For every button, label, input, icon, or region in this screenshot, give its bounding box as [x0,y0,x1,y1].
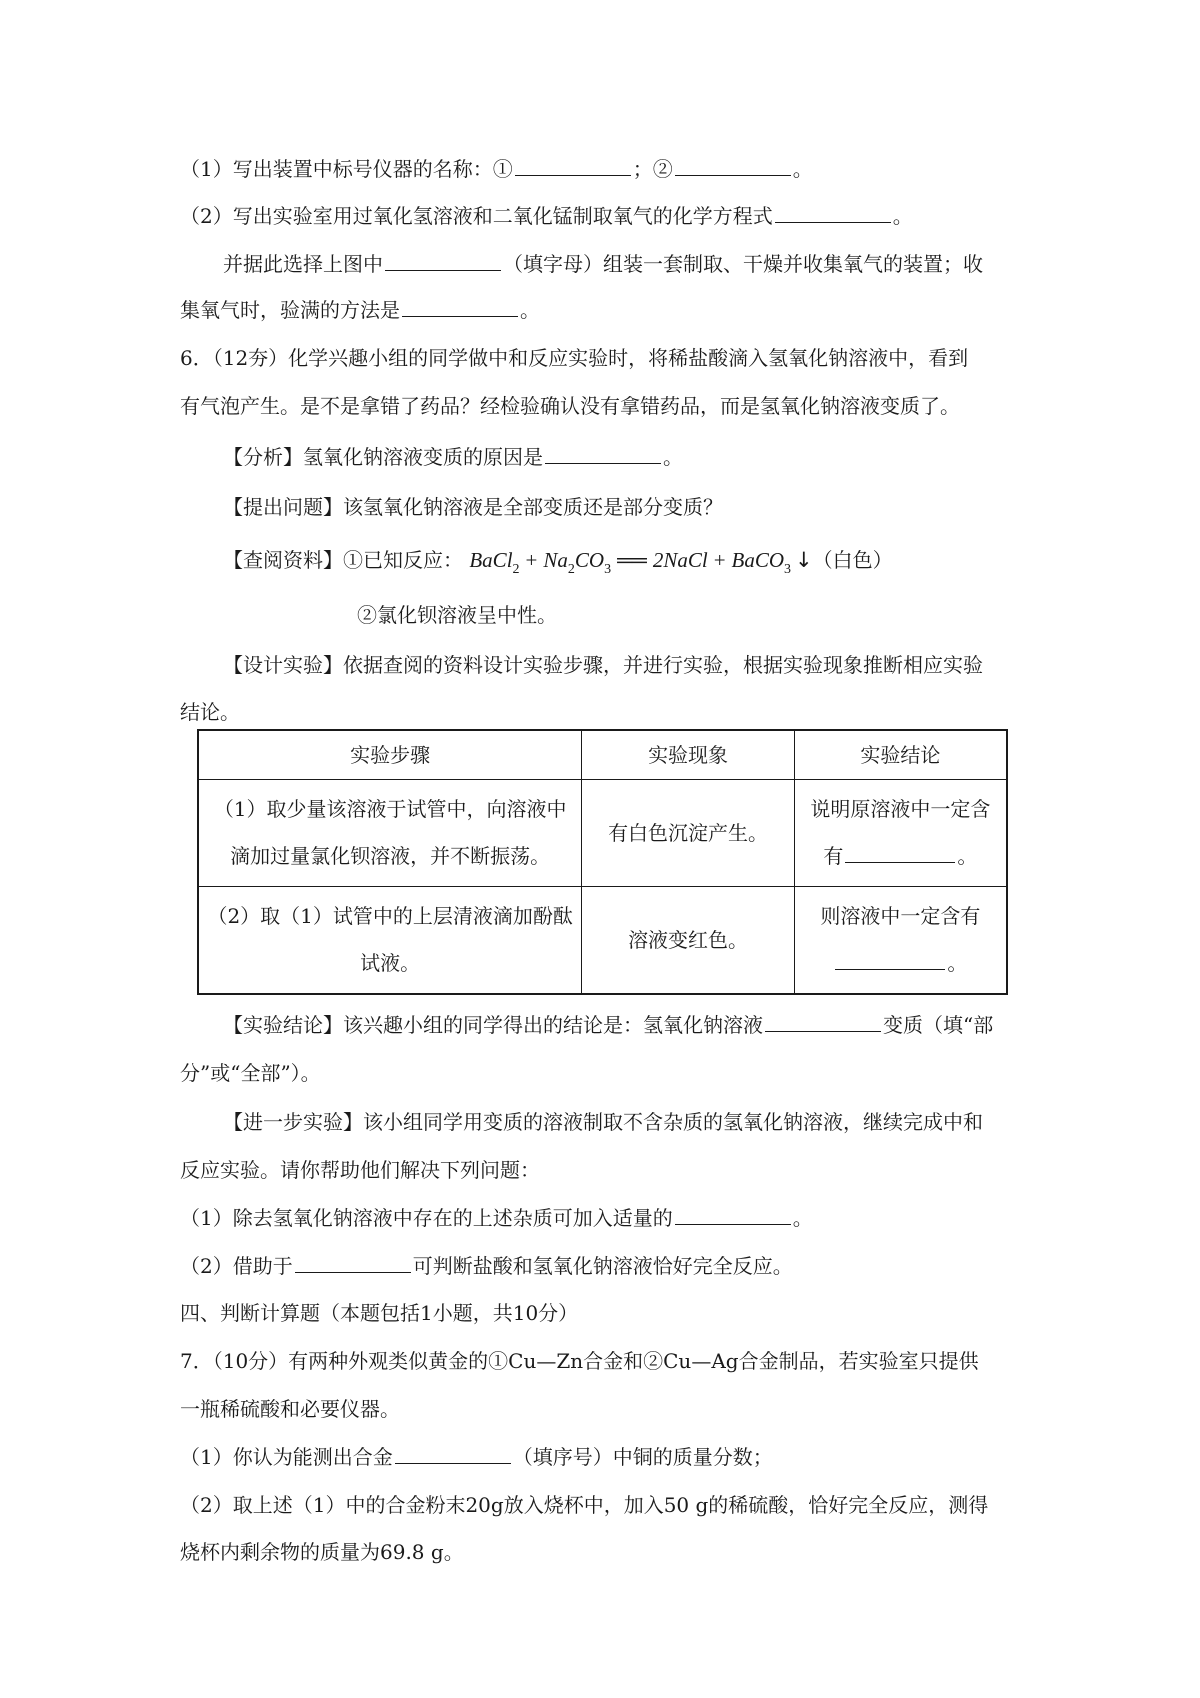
q5-check-line [180,296,540,324]
answer-blank-conclusion[interactable] [765,1011,881,1032]
q6-conclusion-line [223,1011,993,1039]
q6-further-q2-suffix: 可判断盐酸和氢氧化钠溶液恰好完全反应。 [412,1254,793,1278]
step-text: （2）取（1）试管中的上层清液滴加酚酞 [207,904,573,928]
table-cell-conclusion [794,887,1007,995]
step-text: 试液。 [360,951,421,975]
step-text: 滴加过量氯化钡溶液，并不断振荡。 [230,844,551,868]
answer-blank-2[interactable] [675,155,791,176]
q5-select-prefix: 并据此选择上图中 [223,252,383,276]
q7-part1-suffix: （填序号）中铜的质量分数； [512,1445,773,1469]
answer-blank-further-1[interactable] [675,1204,791,1225]
answer-blank-check[interactable] [402,296,518,317]
answer-blank-equation[interactable] [775,202,891,223]
conclusion-end: 。 [957,844,978,868]
q5-part1-sep: ；② [632,157,673,181]
eq-sub: 2 [567,562,575,577]
eq-sub: 2 [512,562,520,577]
answer-blank-1[interactable] [515,155,631,176]
q6-design-line1: 【设计实验】依据查阅的资料设计实验步骤，并进行实验，根据实验现象推断相应实验 [223,653,983,677]
table-header-conclusion: 实验结论 [794,730,1007,780]
precipitate-arrow-icon: ↓ [795,548,813,572]
q6-intro-line1: 6．（12夯）化学兴趣小组的同学做中和反应实验时，将稀盐酸滴入氢氧化钠溶液中，看到 [180,346,969,370]
conclusion-text: 则溶液中一定含有 [820,904,981,928]
eq-reactant-2b: CO [574,548,605,572]
q5-part1-line [180,155,813,183]
eq-sub: 3 [784,562,792,577]
q5-check-end: 。 [520,298,540,322]
q6-conclusion-line2: 分”或“全部”）。 [180,1061,321,1085]
q6-further-q2-prefix: （2）借助于 [180,1254,293,1278]
conclusion-end: 。 [947,951,968,975]
q7-part2-line2: 烧杯内剩余物的质量为69.8 g。 [180,1540,464,1564]
q6-reference-line [223,546,893,584]
q6-conclusion-prefix: 【实验结论】该兴趣小组的同学得出的结论是：氢氧化钠溶液 [223,1013,763,1037]
q6-further-line2: 反应实验。请你帮助他们解决下列问题： [180,1158,540,1182]
eq-equals: ══ [617,548,647,572]
q5-part2-prefix: （2）写出实验室用过氧化氢溶液和二氧化锰制取氧气的化学方程式 [180,204,773,228]
q5-part2-end: 。 [892,204,913,228]
table-header-step: 实验步骤 [198,730,582,780]
table-cell-phenomenon: 有白色沉淀产生。 [582,780,794,887]
q6-reference-2: ②氯化钡溶液呈中性。 [357,603,557,627]
q6-intro-line2: 有气泡产生。是不是拿错了药品？经检验确认没有拿错药品，而是氢氧化钠溶液变质了。 [180,394,960,418]
q7-part1-prefix: （1）你认为能测出合金 [180,1445,393,1469]
section-heading: 四、判断计算题（本题包括1小题，共10分） [180,1301,579,1325]
answer-blank-further-2[interactable] [295,1252,411,1273]
q7-part1 [180,1443,773,1471]
table-cell-step [198,887,582,995]
q6-further-q1-prefix: （1）除去氢氧化钠溶液中存在的上述杂质可加入适量的 [180,1206,673,1230]
q6-analysis-prefix: 【分析】氢氧化钠溶液变质的原因是 [223,445,543,469]
table-row [198,780,1007,887]
eq-plus: + [713,548,726,572]
eq-product-1: 2NaCl [652,548,708,572]
eq-sub: 3 [604,562,612,577]
chemical-equation [469,548,813,577]
q5-check-prefix: 集氧气时，验满的方法是 [180,298,400,322]
table-cell-step [198,780,582,887]
q6-analysis-end: 。 [663,445,683,469]
q7-line1: 7．（10分）有两种外观类似黄金的①Cu—Zn合金和②Cu—Ag合金制品，若实验室只提供 [180,1349,979,1373]
q5-part1-prefix: （1）写出装置中标号仪器的名称：① [180,157,513,181]
table-cell-phenomenon: 溶液变红色。 [582,887,794,995]
table-row [198,887,1007,995]
q6-conclusion-suffix: 变质（填“部 [883,1013,994,1037]
q5-part2-line [180,202,913,230]
q5-part1-end: 。 [792,157,813,181]
eq-note: （白色） [812,548,893,572]
table-header-row [198,730,1007,780]
q6-analysis-line [223,443,683,471]
table-cell-conclusion [794,780,1007,887]
q5-select-suffix: （填字母）组装一套制取、干燥并收集氧气的装置；收 [503,252,983,276]
q7-line2: 一瓶稀硫酸和必要仪器。 [180,1397,400,1421]
experiment-table [197,729,1008,995]
q6-reference-prefix: 【查阅资料】①已知反应： [223,548,463,572]
step-text: （1）取少量该溶液于试管中，向溶液中 [213,797,567,821]
q6-design-line2: 结论。 [180,700,240,724]
q6-question-line: 【提出问题】该氢氧化钠溶液是全部变质还是部分变质？ [223,495,723,519]
conclusion-text: 有 [823,844,844,868]
q6-further-q1 [180,1204,813,1232]
answer-blank-alloy[interactable] [395,1443,511,1464]
q5-select-line [223,250,983,278]
answer-blank-analysis[interactable] [545,443,661,464]
conclusion-text: 说明原溶液中一定含 [810,797,991,821]
answer-blank-letters[interactable] [385,250,501,271]
q6-further-line1: 【进一步实验】该小组同学用变质的溶液制取不含杂质的氢氧化钠溶液，继续完成中和 [223,1110,983,1134]
eq-reactant-1: BaCl [469,548,513,572]
q6-further-q2 [180,1252,793,1280]
q6-further-q1-end: 。 [792,1206,813,1230]
eq-reactant-2: Na [543,548,568,572]
table-header-phenomenon: 实验现象 [582,730,794,780]
answer-blank-row1[interactable] [845,842,955,863]
q7-part2-line1: （2）取上述（1）中的合金粉末20g放入烧杯中，加入50 g的稀硫酸，恰好完全反应，测得 [180,1493,989,1517]
eq-plus: + [525,548,538,572]
eq-product-2: BaCO [731,548,785,572]
answer-blank-row2[interactable] [835,949,945,970]
